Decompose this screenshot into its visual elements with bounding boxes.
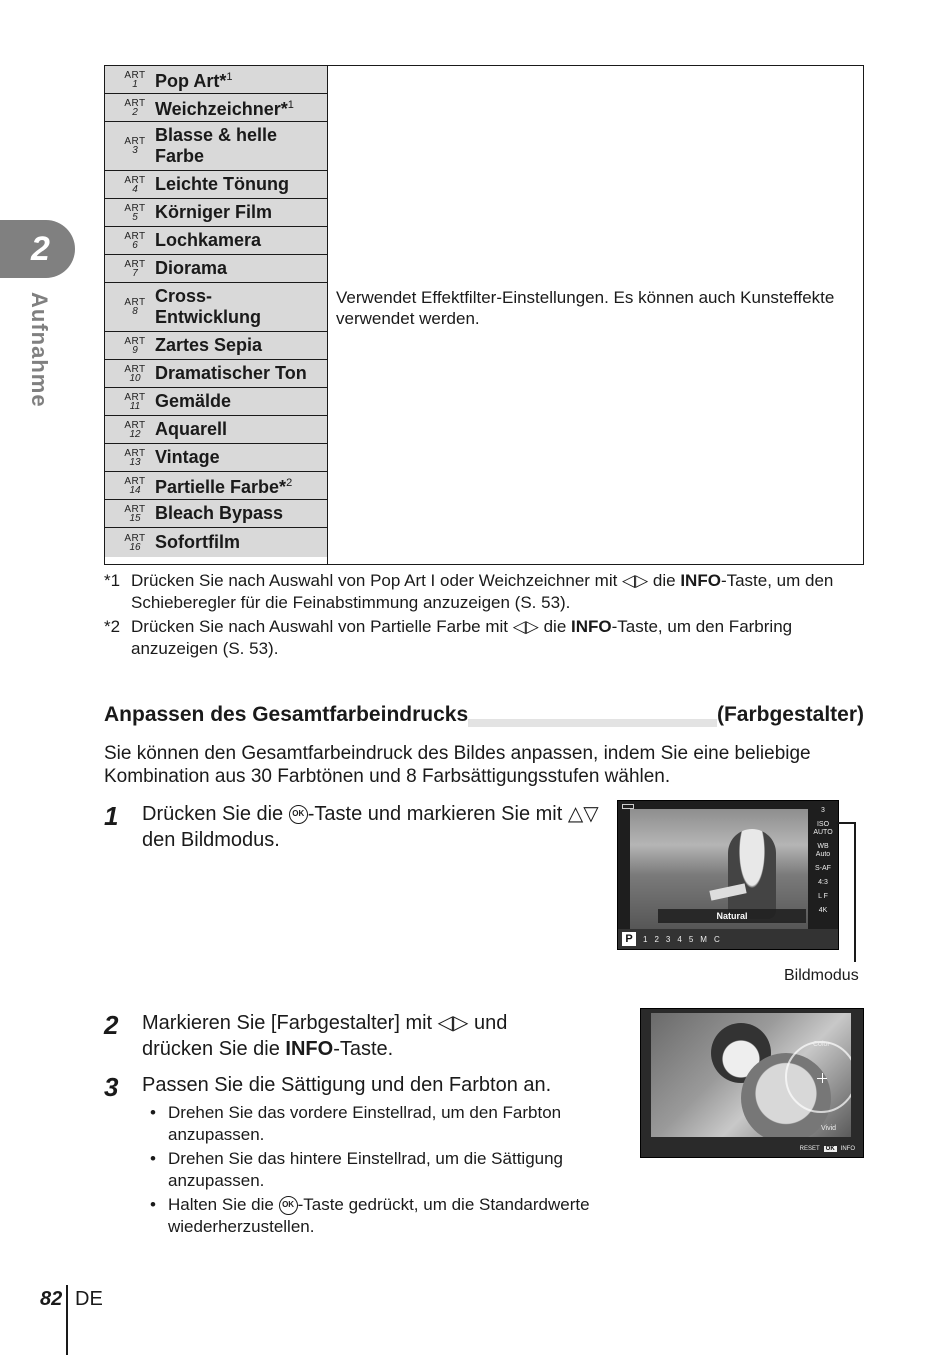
footnote-text-part: -Taste, um den Farbring anzuzeigen (S. 53). — [131, 617, 793, 658]
hue-label: Color — [813, 1041, 830, 1048]
art-filter-row — [105, 199, 327, 227]
art-filter-name — [155, 447, 220, 468]
picture-mode-option: 4 — [677, 934, 682, 944]
bullet-text-part: Halten Sie die — [168, 1195, 279, 1214]
callout-line — [836, 822, 856, 824]
art-filter-label: Partielle Farbe* — [155, 477, 287, 497]
art-filter-row — [105, 360, 327, 388]
picture-mode-option: 2 — [654, 934, 659, 944]
camera-screen-color-creator — [640, 1008, 864, 1158]
footnote-text-part: Drücken Sie nach Auswahl von Partielle Farbe mit ◁▷ die — [131, 617, 572, 636]
art-filter-label: Diorama — [155, 258, 228, 278]
picture-mode-option: C — [713, 934, 720, 944]
bullet-text — [168, 1194, 604, 1238]
screen-setting-indicator: L F — [818, 893, 828, 900]
info-label: INFO — [840, 1146, 855, 1152]
art-filter-label: Sofortfilm — [155, 532, 240, 552]
art-filter-row — [105, 500, 327, 528]
saturation-label: Vivid — [821, 1125, 837, 1132]
section-intro: Sie können den Gesamtfarbeindruck des Bildes anpassen, indem Sie eine beliebige Kombination aus 30 Farbtönen und 8 Farbsättigungsstufen wählen. — [104, 743, 811, 787]
art-icon-word: ART — [124, 202, 146, 214]
art-icon-word: ART — [124, 363, 146, 375]
art-filter-row — [105, 388, 327, 416]
art-filter-row — [105, 66, 327, 94]
chapter-number: 2 — [31, 229, 50, 268]
art-icon-number: 1 — [132, 78, 138, 90]
art-filter-icon — [115, 477, 155, 495]
art-icon-number: 7 — [132, 267, 138, 279]
wheel-cursor — [822, 1073, 823, 1083]
art-filter-name — [155, 503, 283, 524]
art-filter-label: Körniger Film — [155, 202, 273, 222]
footnote-ref: 1 — [226, 71, 233, 83]
art-filter-name — [155, 258, 227, 279]
art-filter-row — [105, 122, 327, 171]
art-filter-icon — [115, 393, 155, 411]
art-filter-name — [155, 230, 261, 251]
art-filter-label: Zartes Sepia — [155, 335, 263, 355]
art-filter-icon — [115, 176, 155, 194]
art-filter-row — [105, 472, 327, 500]
art-filter-name — [155, 335, 262, 356]
art-filter-label: Cross-Entwicklung — [155, 286, 262, 327]
art-filter-icon — [115, 534, 155, 552]
bullet-text — [168, 1102, 604, 1146]
ok-button-icon: OK — [289, 805, 308, 824]
screen-setting-indicator: 3 — [821, 807, 825, 814]
art-filter-name — [155, 532, 240, 553]
page-language: DE — [75, 1288, 103, 1310]
footnote-text-part: -Taste, um den Schieberegler für die Feinabstimmung anzuzeigen (S. 53). — [131, 571, 834, 612]
section-heading — [104, 703, 864, 727]
art-filter-label: Weichzeichner* — [155, 99, 288, 119]
art-icon-word: ART — [124, 258, 146, 270]
art-filter-icon — [115, 421, 155, 439]
step-1 — [104, 801, 604, 853]
art-icon-word: ART — [124, 230, 146, 242]
screen-side-panel — [812, 807, 834, 915]
art-filter-icon — [115, 137, 155, 155]
footnote — [104, 570, 874, 614]
art-filter-label: Vintage — [155, 447, 220, 467]
art-icon-word: ART — [124, 532, 146, 544]
art-icon-number: 2 — [132, 106, 138, 118]
art-icon-word: ART — [124, 335, 146, 347]
art-filter-icon — [115, 260, 155, 278]
art-icon-word: ART — [124, 174, 146, 186]
picture-mode-option: 3 — [665, 934, 671, 944]
section-subtitle: (Farbgestalter) — [716, 703, 864, 726]
picture-mode-option: 1 — [643, 934, 648, 944]
art-filter-icon — [115, 298, 155, 316]
bullet-item — [142, 1148, 604, 1192]
footer-rule — [66, 1285, 68, 1355]
callout-label: Bildmodus — [784, 967, 859, 984]
art-filter-name — [155, 125, 305, 167]
art-icon-word: ART — [124, 447, 146, 459]
ok-badge: OK — [825, 1146, 835, 1152]
art-icon-number: 9 — [132, 344, 138, 356]
bullet-text — [168, 1148, 604, 1192]
color-wheel-icon — [785, 1041, 851, 1113]
bullet-dot: • — [150, 1103, 156, 1122]
art-icon-word: ART — [124, 69, 146, 81]
info-key-label: INFO — [571, 617, 612, 636]
art-filter-description: Verwendet Effektfilter-Einstellungen. Es können auch Kunsteffekte verwendet werden. — [336, 288, 835, 328]
art-filter-row — [105, 227, 327, 255]
shooting-mode-badge: P — [622, 932, 636, 946]
art-icon-word: ART — [124, 419, 146, 431]
bullet-item — [142, 1102, 604, 1146]
art-filter-icon — [115, 71, 155, 89]
art-filter-label: Dramatischer Ton — [155, 363, 307, 383]
footnote-ref: 1 — [287, 99, 294, 111]
bullet-dot: • — [150, 1195, 156, 1214]
art-icon-number: 12 — [129, 428, 141, 440]
art-icon-number: 16 — [129, 541, 141, 553]
footnote-text — [131, 616, 874, 660]
bullet-text-part: Drehen Sie das vordere Einstellrad, um den Farbton anzupassen. — [168, 1103, 562, 1144]
step-3-bullets — [142, 1102, 604, 1238]
art-filter-label: Gemälde — [155, 391, 232, 411]
art-icon-number: 4 — [132, 183, 138, 195]
art-icon-word: ART — [124, 97, 146, 109]
ok-button-icon: OK — [279, 1196, 298, 1215]
footnote-text — [131, 570, 874, 614]
art-icon-word: ART — [124, 475, 146, 487]
bullet-item — [142, 1194, 604, 1238]
art-icon-word: ART — [124, 297, 146, 308]
screen-setting-indicator: 4:3 — [818, 879, 828, 886]
page-number: 82 — [40, 1288, 63, 1310]
art-filter-icon — [115, 449, 155, 467]
chapter-tab — [0, 220, 75, 278]
art-filter-name — [155, 363, 307, 384]
chapter-label: Aufnahme — [27, 292, 52, 408]
screen-bottom-bar — [641, 1141, 863, 1157]
art-filter-name — [155, 95, 294, 120]
art-icon-word: ART — [124, 391, 146, 403]
info-key-label: INFO — [285, 1038, 334, 1060]
art-filter-row — [105, 416, 327, 444]
bullet-dot: • — [150, 1149, 156, 1168]
footnotes — [104, 570, 874, 662]
step-text — [142, 801, 604, 853]
screen-setting-indicator: 4K — [818, 907, 828, 914]
step-number: 1 — [104, 801, 119, 831]
footnote-ref: 2 — [286, 477, 293, 489]
step-number: 2 — [104, 1010, 119, 1040]
art-filter-row — [105, 444, 327, 472]
art-filter-icon — [115, 204, 155, 222]
art-filter-label: Aquarell — [155, 419, 228, 439]
screen-setting-indicator: S-AF — [815, 865, 831, 872]
art-icon-word: ART — [124, 136, 146, 147]
reset-label: RESET — [799, 1146, 820, 1152]
art-filter-name — [155, 174, 289, 195]
art-filter-list — [105, 66, 328, 564]
photo-subject — [728, 829, 776, 919]
art-filter-row — [105, 283, 327, 332]
art-icon-number: 6 — [132, 239, 138, 251]
art-filter-label: Leichte Tönung — [155, 174, 289, 194]
art-filter-row — [105, 94, 327, 122]
step-2 — [104, 1010, 574, 1062]
art-icon-number: 3 — [132, 145, 138, 156]
art-filter-icon — [115, 505, 155, 523]
art-filter-icon — [115, 232, 155, 250]
art-icon-number: 14 — [129, 484, 141, 496]
step-3 — [104, 1072, 604, 1240]
art-icon-number: 13 — [129, 456, 141, 468]
art-icon-number: 8 — [132, 306, 138, 317]
art-icon-number: 5 — [132, 211, 138, 223]
picture-mode-label: Natural — [658, 909, 806, 923]
art-icon-number: 11 — [129, 400, 141, 412]
art-filter-row — [105, 528, 327, 557]
camera-screen-picture-mode — [617, 800, 839, 950]
art-filter-name — [155, 391, 231, 412]
art-filter-label: Bleach Bypass — [155, 503, 284, 523]
art-filter-name — [155, 67, 232, 92]
bullet-text-part: -Taste gedrückt, um die Standardwerte wiederherzustellen. — [168, 1195, 590, 1236]
step-text — [142, 1010, 574, 1062]
picture-mode-option: M — [700, 934, 707, 944]
step-text-part: -Taste und markieren Sie mit △▽ den Bildmodus. — [142, 803, 599, 851]
art-filter-label: Blasse & helle Farbe — [155, 125, 278, 166]
step-text-part: -Taste. — [333, 1038, 394, 1060]
art-icon-number: 10 — [129, 372, 141, 384]
art-filter-icon — [115, 365, 155, 383]
step-text: Passen Sie die Sättigung und den Farbton an. — [142, 1074, 552, 1096]
art-filter-name — [155, 419, 227, 440]
bullet-text-part: Drehen Sie das hintere Einstellrad, um die Sättigung anzupassen. — [168, 1149, 564, 1190]
picture-mode-option: 5 — [688, 934, 694, 944]
art-filter-name — [155, 473, 292, 498]
art-filter-label: Pop Art* — [155, 71, 227, 91]
screen-setting-indicator: ISO AUTO — [813, 821, 833, 836]
art-filter-row — [105, 332, 327, 360]
info-key-label: INFO — [680, 571, 721, 590]
art-filter-icon — [115, 99, 155, 117]
art-filter-label: Lochkamera — [155, 230, 262, 250]
live-view-image — [651, 1013, 851, 1137]
footnote-text-part: Drücken Sie nach Auswahl von Pop Art I oder Weichzeichner mit ◁▷ die — [131, 571, 681, 590]
art-filter-name — [155, 202, 272, 223]
art-filter-row — [105, 255, 327, 283]
footnote-mark: *1 — [104, 571, 121, 590]
art-icon-number: 15 — [129, 512, 141, 524]
art-filter-row — [105, 171, 327, 199]
step-number: 3 — [104, 1072, 119, 1102]
art-filter-icon — [115, 337, 155, 355]
footnote — [104, 616, 874, 660]
screen-bottom-bar — [618, 929, 838, 949]
step-text-part: Markieren Sie [Farbgestalter] mit ◁▷ und drücken Sie die — [142, 1012, 508, 1060]
footnote-mark: *2 — [104, 617, 121, 636]
art-filter-name — [155, 286, 305, 328]
step-text-part: Drücken Sie die — [142, 803, 289, 825]
callout-line — [854, 822, 856, 962]
art-filter-table — [104, 65, 864, 565]
art-icon-word: ART — [124, 503, 146, 515]
screen-setting-indicator: WB Auto — [815, 843, 831, 858]
section-title: Anpassen des Gesamtfarbeindrucks — [104, 703, 469, 726]
